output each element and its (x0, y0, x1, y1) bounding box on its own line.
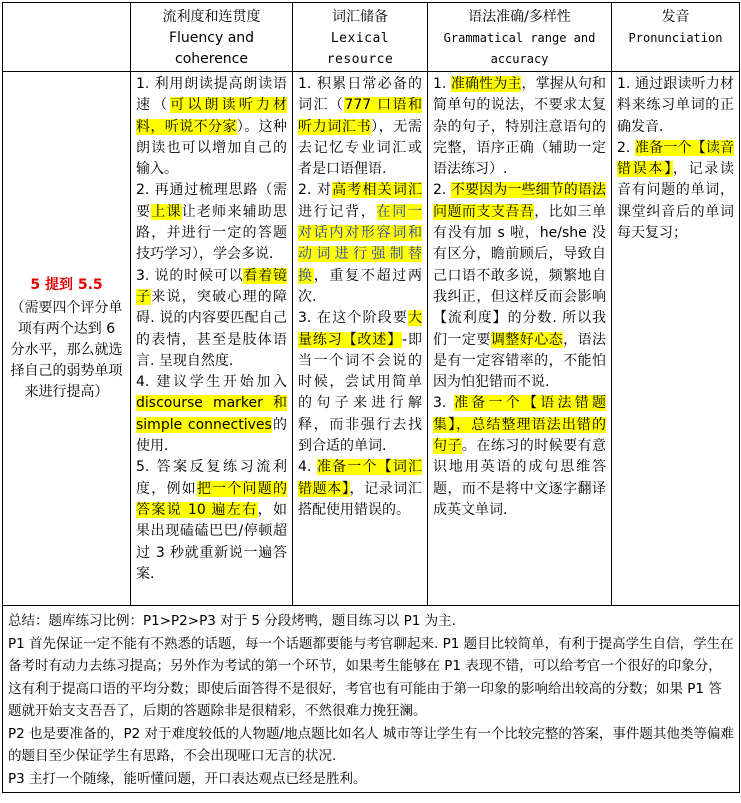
highlight: 准确性为主 (450, 76, 522, 92)
highlight: 高考相关词汇 (332, 182, 423, 199)
summary-line-4: P3 主打一个随缘，能听懂问题，开口表达观点已经是胜利。 (8, 770, 367, 787)
header-lexical-en-1: Lexical (330, 31, 390, 46)
highlight: 准备一个【词汇错题本】 (298, 459, 423, 497)
highlight: 调整好心态 (490, 331, 564, 348)
fluency-item-2: 2. 再通过梳理思路（需要上课让老师来辅助思路，并进行一定的答题技巧学习），学会多说. (136, 182, 288, 263)
highlight: 777 口语和听力词汇书 (298, 97, 423, 135)
fluency-item-5: 5. 答案反复练习流利度，例如把一个问题的答案说 10 遍左右，如果出现磕磕巴巴/停顿超过 3 秒就重新说一遍答案. (136, 459, 288, 582)
lexical-item-1: 1. 积累日常必备的词汇（777 口语和听力词汇书），无需去记忆专业词汇或者是口语俚语. (298, 76, 423, 178)
header-lexical (293, 3, 428, 72)
header-lexical-zh: 词汇储备 (332, 9, 388, 25)
highlight: 准备一个【读音错误本】 (617, 139, 735, 178)
fluency-cell (131, 72, 293, 606)
header-fluency-en-1: Fluency and (168, 30, 255, 46)
grammar-cell (428, 72, 612, 606)
highlight: 不要因为一些细节的语法问题而支支吾吾 (433, 182, 607, 220)
header-pronunciation-en: Pronunciation (628, 31, 723, 45)
highlight: 把一个问题的答案说 10 遍左右 (136, 480, 288, 518)
header-fluency-en-2: coherence (175, 51, 248, 67)
summary-cell (3, 606, 740, 793)
highlight-blue: 在同一对话内对形容词和动词进行强制替换 (298, 203, 423, 284)
highlight: 大量练习【改述】 (298, 310, 422, 348)
header-grammar-en-2: accuracy (490, 52, 549, 66)
lexical-cell (293, 72, 428, 606)
lexical-item-2: 2. 对高考相关词汇进行记背，在同一对话内对形容词和动词进行强制替换，重复不超过两次. (298, 182, 423, 305)
fluency-item-3: 3. 说的时候可以看着镜子来说，突破心理的障碍. 说的内容要匹配自己的表情，甚至是肢体语言. 呈现自然度. (136, 267, 288, 369)
content-row (3, 72, 740, 606)
pronunciation-item-2: 2. 准备一个【读音错误本】，记录读音有问题的单词，课堂纠音后的单词每天复习； (617, 139, 735, 242)
summary-line-1: 总结：题库练习比例：P1>P2>P3 对于 5 分段烤鸭，题目练习以 P1 为主. (8, 613, 456, 629)
study-plan-table (2, 2, 740, 793)
fluency-item-1: 1. 利用朗读提高朗读语速（可以朗读听力材料，听说不分家）。这种朗读也可以增加自己的输入。 (136, 76, 288, 178)
row-label-title: 5 提到 5.5 (30, 276, 103, 293)
fluency-item-4: 4. 建议学生开始加入discourse marker 和 simple connectives的使用. (136, 374, 287, 455)
pronunciation-item-1: 1. 通过跟读听力材料来练习单词的正确发音. (617, 76, 734, 135)
highlight: 上课 (151, 203, 182, 220)
header-pronunciation-zh: 发音 (661, 9, 690, 25)
lexical-item-4: 4. 准备一个【词汇错题本】，记录词汇搭配使用错误的。 (298, 459, 423, 518)
summary-row (3, 606, 740, 793)
grammar-item-3: 3. 准备一个【语法错题集】，总结整理语法出错的句子。在练习的时候要有意识地用英语的成句思维答题，而不是将中文逐字翻译成英文单词. (433, 395, 607, 518)
grammar-item-1: 1. 准确性为主，掌握从句和简单句的说法，不要求太复杂的句子，特别注意语句的完整，语序正确（辅助一定语法练习）. (433, 76, 607, 178)
header-grammar-en-1: Grammatical range and (443, 31, 596, 45)
lexical-item-3: 3. 在这个阶段要大量练习【改述】-即当一个词不会说的时候，尝试用简单的句子来进行解释，而非强行去找到合适的单词. (298, 310, 422, 455)
pronunciation-cell (612, 72, 740, 606)
header-lexical-en-2: resource (326, 52, 394, 67)
highlight: 准备一个【语法错题集】，总结整理语法出错的句子 (433, 395, 607, 455)
header-grammar (428, 3, 612, 72)
corner-cell (3, 3, 131, 72)
highlight: 可以朗读听力材料，听说不分家 (136, 97, 287, 135)
summary-line-3: P2 也是要准备的，P2 对于难度较低的人物题/地点题比如名人 城市等让学生有一个比较完整的答案，事件题其他类等偏难的题目至少保证学生有思路，不会出现哑口无言的状况. (8, 725, 734, 764)
row-label-desc: （需要四个评分单项有两个达到 6 分水平，那么就选择自己的弱势单项来进行提高） (10, 299, 123, 400)
highlight: discourse marker 和 simple connectives (136, 395, 287, 433)
row-label (3, 72, 131, 606)
header-fluency (131, 3, 293, 72)
grammar-item-2: 2. 不要因为一些细节的语法问题而支支吾吾，比如三单有没有加 s 啦，he/she 没有区分，瞻前顾后，导致自己口语不敢多说，频繁地自我纠正，但这样反而会影响【流利度】的分数. 所以我们一定要调整好心态，语法是有一定容错率的，不能怕因为怕犯错而不说. (433, 182, 607, 391)
header-fluency-zh: 流利度和连贯度 (162, 9, 261, 25)
highlight: 看着镜子 (136, 267, 288, 305)
header-pronunciation (612, 3, 740, 72)
header-grammar-zh: 语法准确/多样性 (468, 9, 571, 25)
header-row (3, 3, 740, 72)
summary-line-2: P1 首先保证一定不能有不熟悉的话题，每一个话题都要能与考官聊起来. P1 题目比较简单，有利于提高学生自信，学生在备考时有动力去练习提高；另外作为考试的第一个环节，如果考生能够在 P1 表现不错，可以给考官一个很好的印象分，这有利于提高口语的平均分数；即使后面答得不是很好，考官也有可能由于第一印象的影响给出较高的分数；如果 P1 答题就开始支支吾吾了，后期的答题除非是很精彩，不然很难力挽狂澜。 (8, 635, 734, 719)
